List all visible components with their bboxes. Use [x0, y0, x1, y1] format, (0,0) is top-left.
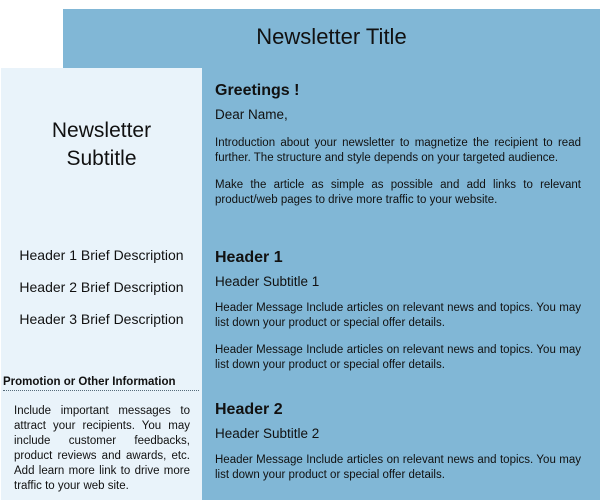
section-heading: Header 1 [215, 249, 283, 266]
section-heading: Header 2 [215, 401, 283, 418]
intro-paragraph: Make the article as simple as possible and add links to relevant product/web pages to drive more traffic to your website. [215, 179, 581, 206]
promo-heading: Promotion or Other Information [3, 376, 199, 391]
promo-text: Include important messages to attract your recipients. You may include customer feedbacks, product reviews and awards, etc. Add learn more link to drive more traffic to your web site. [14, 405, 190, 492]
section-subtitle: Header Subtitle 1 [215, 274, 320, 289]
newsletter-title: Newsletter Title [256, 24, 407, 49]
subtitle-line-1: Newsletter [51, 119, 152, 142]
title-bar [63, 9, 600, 68]
section-paragraph: Header Message Include articles on relevant news and topics. You may list down your product or special offer details. [215, 344, 581, 371]
nav-item-header-2[interactable]: Header 2 Brief Description [19, 279, 184, 295]
intro-paragraph: Introduction about your newsletter to magnetize the recipient to read further. The structure and style depends on your targeted audience. [215, 137, 581, 164]
salutation: Dear Name, [215, 107, 288, 122]
main-content [202, 68, 600, 500]
header-nav-list [1, 245, 202, 341]
greeting-heading: Greetings ! [215, 82, 300, 99]
section-paragraph: Header Message Include articles on relevant news and topics. You may list down your product or special offer details. [215, 302, 581, 329]
header-2-section [215, 400, 581, 483]
subtitle-line-2: Subtitle [66, 147, 137, 170]
greeting-section [215, 81, 581, 208]
nav-item-header-1[interactable]: Header 1 Brief Description [19, 247, 184, 263]
section-subtitle: Header Subtitle 2 [215, 426, 320, 441]
newsletter-subtitle [1, 117, 202, 173]
header-1-section [215, 248, 581, 373]
section-paragraph: Header Message Include articles on relevant news and topics. You may list down your product or special offer details. [215, 454, 581, 481]
nav-item-header-3[interactable]: Header 3 Brief Description [19, 311, 184, 327]
sidebar [1, 68, 202, 500]
